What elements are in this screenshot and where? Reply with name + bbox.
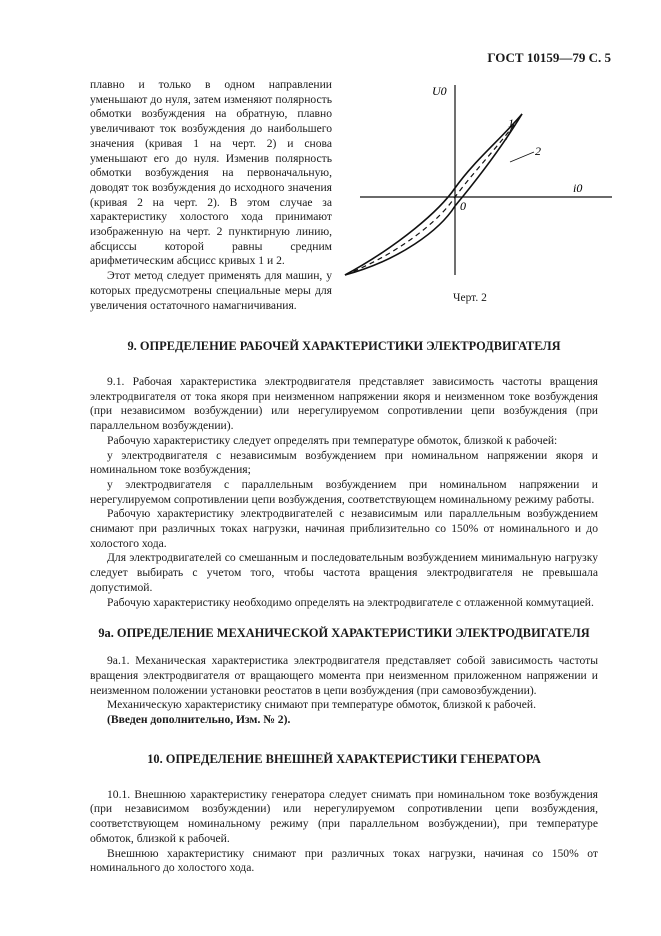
- paragraph: 10.1. Внешнюю характеристику генератора следует снимать при номинальном токе возбуждения (при независимом возбуждении) или нерегулируемом сопротивлении цепи возбуждения, соответствующем номинальному режиму (при параллельном возбуждении), при температуре обмоток, близкой к рабочей.: [90, 787, 598, 845]
- figure-caption: Черт. 2: [453, 292, 487, 304]
- section-9-title: 9. ОПРЕДЕЛЕНИЕ РАБОЧЕЙ ХАРАКТЕРИСТИКИ ЭЛЕКТРОДВИГАТЕЛЯ: [127, 339, 561, 353]
- paragraph: 9.1. Рабочая характеристика электродвигателя представляет зависимость частоты вращения электродвигателя от тока якоря при неизменном напряжении якоря и неизменном токе возбуждения (при независимом возбуждении) или нерегулируемом сопротивлении цепи возбуждения (при параллельном возбуждении).: [90, 375, 598, 433]
- paragraph: плавно и только в одном направлении уменьшают до нуля, затем изменяют полярность обмотки возбуждения на обратную, плавно увеличивают ток возбуждения до наибольшего значения (кривая 1 на черт. 2) и снова уменьшают его до нуля. Изменив полярность обмотки возбуждения на первоначальную, доводят ток возбуждения до исходного значения (кривая 2 на черт. 2). В этом случае за характеристику холостого хода принимают изображенную на черт. 2 пунктирную линию, абсциссы которой равны средним арифметическим абсцисс кривых 1 и 2.: [90, 78, 332, 268]
- page-header: ГОСТ 10159—79 С. 5: [487, 50, 611, 65]
- paragraph: Механическую характеристику снимают при температуре обмоток, близкой к рабочей.: [107, 698, 536, 712]
- paragraph: Внешнюю характеристику снимают при различных токах нагрузки, начиная со 150% от номинального до холостого хода.: [90, 846, 598, 875]
- x-axis-label: i0: [573, 181, 583, 195]
- intro-text: [90, 78, 332, 313]
- paragraph: Рабочую характеристику следует определять при температуре обмоток, близкой к рабочей:: [107, 433, 558, 447]
- paragraph: у электродвигателя с независимым возбуждением при номинальном напряжении якоря и номинальном токе возбуждения;: [90, 448, 598, 477]
- y-axis-label: U0: [432, 84, 447, 98]
- dashed-curve: [345, 114, 522, 275]
- amendment-note: (Введен дополнительно, Изм. № 2).: [107, 713, 291, 727]
- curve-2-label: 2: [535, 144, 541, 158]
- curve-1: [345, 114, 522, 275]
- origin-label: 0: [460, 199, 466, 213]
- section-9a-body: [90, 654, 598, 728]
- hysteresis-figure: [330, 70, 630, 320]
- section-10-body: [90, 788, 598, 876]
- leader-2: [510, 152, 534, 162]
- paragraph: Этот метод следует применять для машин, у которых предусмотрены специальные меры для увеличения остаточного намагничивания.: [90, 269, 332, 312]
- section-9-body: [90, 375, 598, 610]
- sections: [90, 339, 598, 876]
- paragraph: Для электродвигателей со смешанным и последовательным возбуждением минимальную нагрузку следует выбирать с учетом того, чтобы частота вращения электродвигателя не превышала допустимой.: [90, 551, 598, 594]
- paragraph: 9а.1. Механическая характеристика электродвигателя представляет собой зависимость частоты вращения электродвигателя от вращающего момента при неизменном приложенном напряжении и неизменном положении установки реостатов в цепи возбуждения (при самовозбуждении).: [90, 654, 598, 697]
- section-9a-title: 9а. ОПРЕДЕЛЕНИЕ МЕХАНИЧЕСКОЙ ХАРАКТЕРИСТИКИ ЭЛЕКТРОДВИГАТЕЛЯ: [98, 626, 590, 641]
- paragraph: Рабочую характеристику электродвигателей с независимым или параллельным возбуждением снимают при различных токах нагрузки, начиная приблизительно со 150% от номинального и до холостого хода.: [90, 507, 598, 550]
- curve-1-label: 1: [508, 116, 514, 130]
- paragraph: Рабочую характеристику необходимо определять на электродвигателе с отлаженной коммутацией.: [107, 595, 594, 609]
- section-10-title: 10. ОПРЕДЕЛЕНИЕ ВНЕШНЕЙ ХАРАКТЕРИСТИКИ ГЕНЕРАТОРА: [147, 751, 541, 766]
- paragraph: у электродвигателя с параллельным возбуждением при номинальном напряжении и нерегулируемом сопротивлении цепи возбуждения, соответствующем номинальному режиму работы.: [90, 477, 598, 506]
- curve-2: [345, 114, 522, 275]
